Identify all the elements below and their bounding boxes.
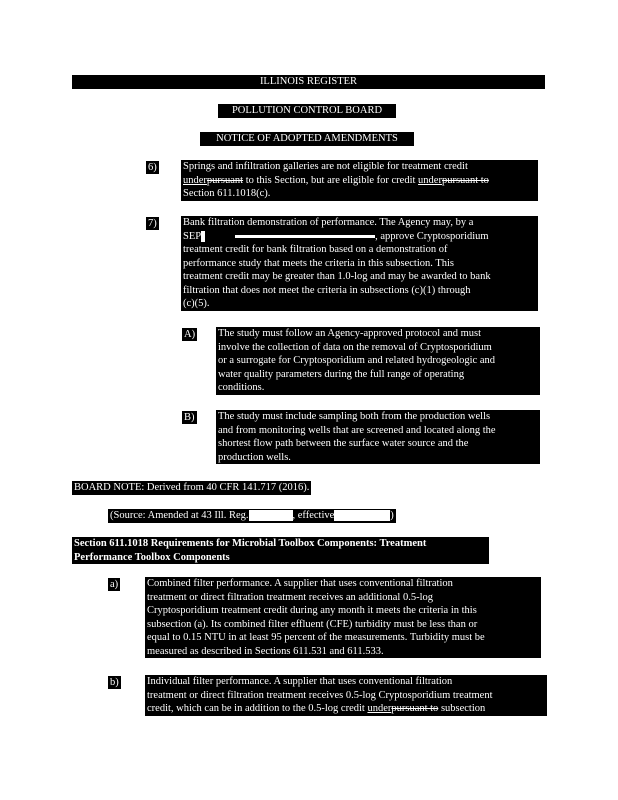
text-run: , approve Cryptosporidium [375,230,489,242]
item-a-line-3: or a surrogate for Cryptosporidium and related hydrogeologic and [218,355,496,366]
blank-volume [249,510,293,521]
item-b-line-2: and from monitoring wells that are screened and located along the [218,424,496,436]
inserted-text: under [367,703,392,714]
redaction-gap [235,235,375,238]
subsection-a-line-6: measured as described in Sections 611.531 and 611.533. [147,645,384,657]
subsection-a-text [145,577,541,658]
section-heading [72,537,489,564]
subsection-a-line-2: treatment or direct filtration treatment receives an additional 0.5-log [147,591,434,603]
item-7-line-4: performance study that meets the criteria in this subsection. This [183,257,454,269]
board-note: BOARD NOTE: Derived from 40 CFR 141.717 (2016). [74,482,310,493]
item-a-line-1: The study must follow an Agency-approved protocol and must [218,328,482,339]
deleted-text: pursuant to [391,703,439,714]
item-7-line-3: treatment credit for bank filtration based on a demonstration of [183,244,448,255]
subsection-a-line-5: equal to 0.15 NTU in at least 95 percent of the measurements. Turbidity must be [147,632,485,643]
subsection-b-label: b) [110,677,119,688]
item-6-line-3: Section 611.1018(c). [183,188,271,199]
item-a-label: A) [184,329,196,340]
source-text: ) [390,510,394,521]
section-heading-line-2: Performance Toolbox Components [74,551,230,563]
source-line [108,509,396,523]
inserted-text: under [418,174,442,186]
item-b-line-3: shortest flow path between the surface water source and the [218,438,469,449]
item-7-line-5: treatment credit may be greater than 1.0-log and may be awarded to bank [183,271,491,282]
redaction-gap [201,231,205,242]
item-a-line-2: involve the collection of data on the removal of Cryptosporidium [218,341,492,353]
text-run: SEP [183,230,202,242]
subsection-a-line-3: Cryptosporidium treatment credit during any month it meets the criteria in this [147,605,477,616]
source-text: , effective [292,510,335,521]
subsection-a-line-4: subsection (a). Its combined filter effluent (CFE) turbidity must be less than or [147,618,478,630]
item-7-line-2 [183,230,536,244]
subsection-a-line-1: Combined filter performance. A supplier that uses conventional filtration [147,578,453,589]
item-6-text [181,160,538,201]
item-6-line-2 [183,174,536,188]
section-heading-line-1: Section 611.1018 Requirements for Microbial Toolbox Components: Treatment [74,538,427,549]
subsection-a-label: a) [110,579,119,590]
subsection-b-text [145,675,547,716]
item-6-line-1: Springs and infiltration galleries are not eligible for treatment credit [183,161,468,172]
subsection-b-line-2: treatment or direct filtration treatment receives 0.5-log Cryptosporidium treatment [147,689,493,701]
register-header [72,75,545,89]
item-a-line-5: conditions. [218,382,265,393]
item-7-line-6: filtration that does not meet the criteria in subsections (c)(1) through [183,284,471,296]
item-a-line-4: water quality parameters during the full range of operating [218,368,465,380]
source-text: (Source: Amended at 43 Ill. Reg. [110,510,249,521]
register-title: ILLINOIS REGISTER [259,76,358,87]
text-run: credit, which can be in addition to the 0.5-log credit [147,703,368,714]
item-6-label: 6) [148,162,157,173]
deleted-text: pursuant to [441,174,489,186]
item-7-line-1: Bank filtration demonstration of performance. The Agency may, by a [183,217,474,228]
inserted-text: under [183,174,207,186]
item-7-label: 7) [148,218,157,229]
item-b-line-1: The study must include sampling both from the production wells [218,411,491,422]
deleted-text: pursuant [206,174,244,186]
subsection-b-line-3 [147,702,545,716]
item-7-text [181,216,538,311]
blank-date [334,510,390,521]
text-run: subsection [438,703,486,714]
subsection-b-line-1: Individual filter performance. A supplier that uses conventional filtration [147,676,453,687]
item-b-line-4: production wells. [218,451,291,463]
text-run: to this Section, but are eligible for credit [243,174,419,186]
board-header: POLLUTION CONTROL BOARD [218,104,396,118]
item-7-line-7: (c)(5). [183,298,210,309]
notice-header: NOTICE OF ADOPTED AMENDMENTS [200,132,414,146]
item-b-text [216,410,540,464]
item-b-label: B) [184,412,195,423]
item-a-text [216,327,540,395]
